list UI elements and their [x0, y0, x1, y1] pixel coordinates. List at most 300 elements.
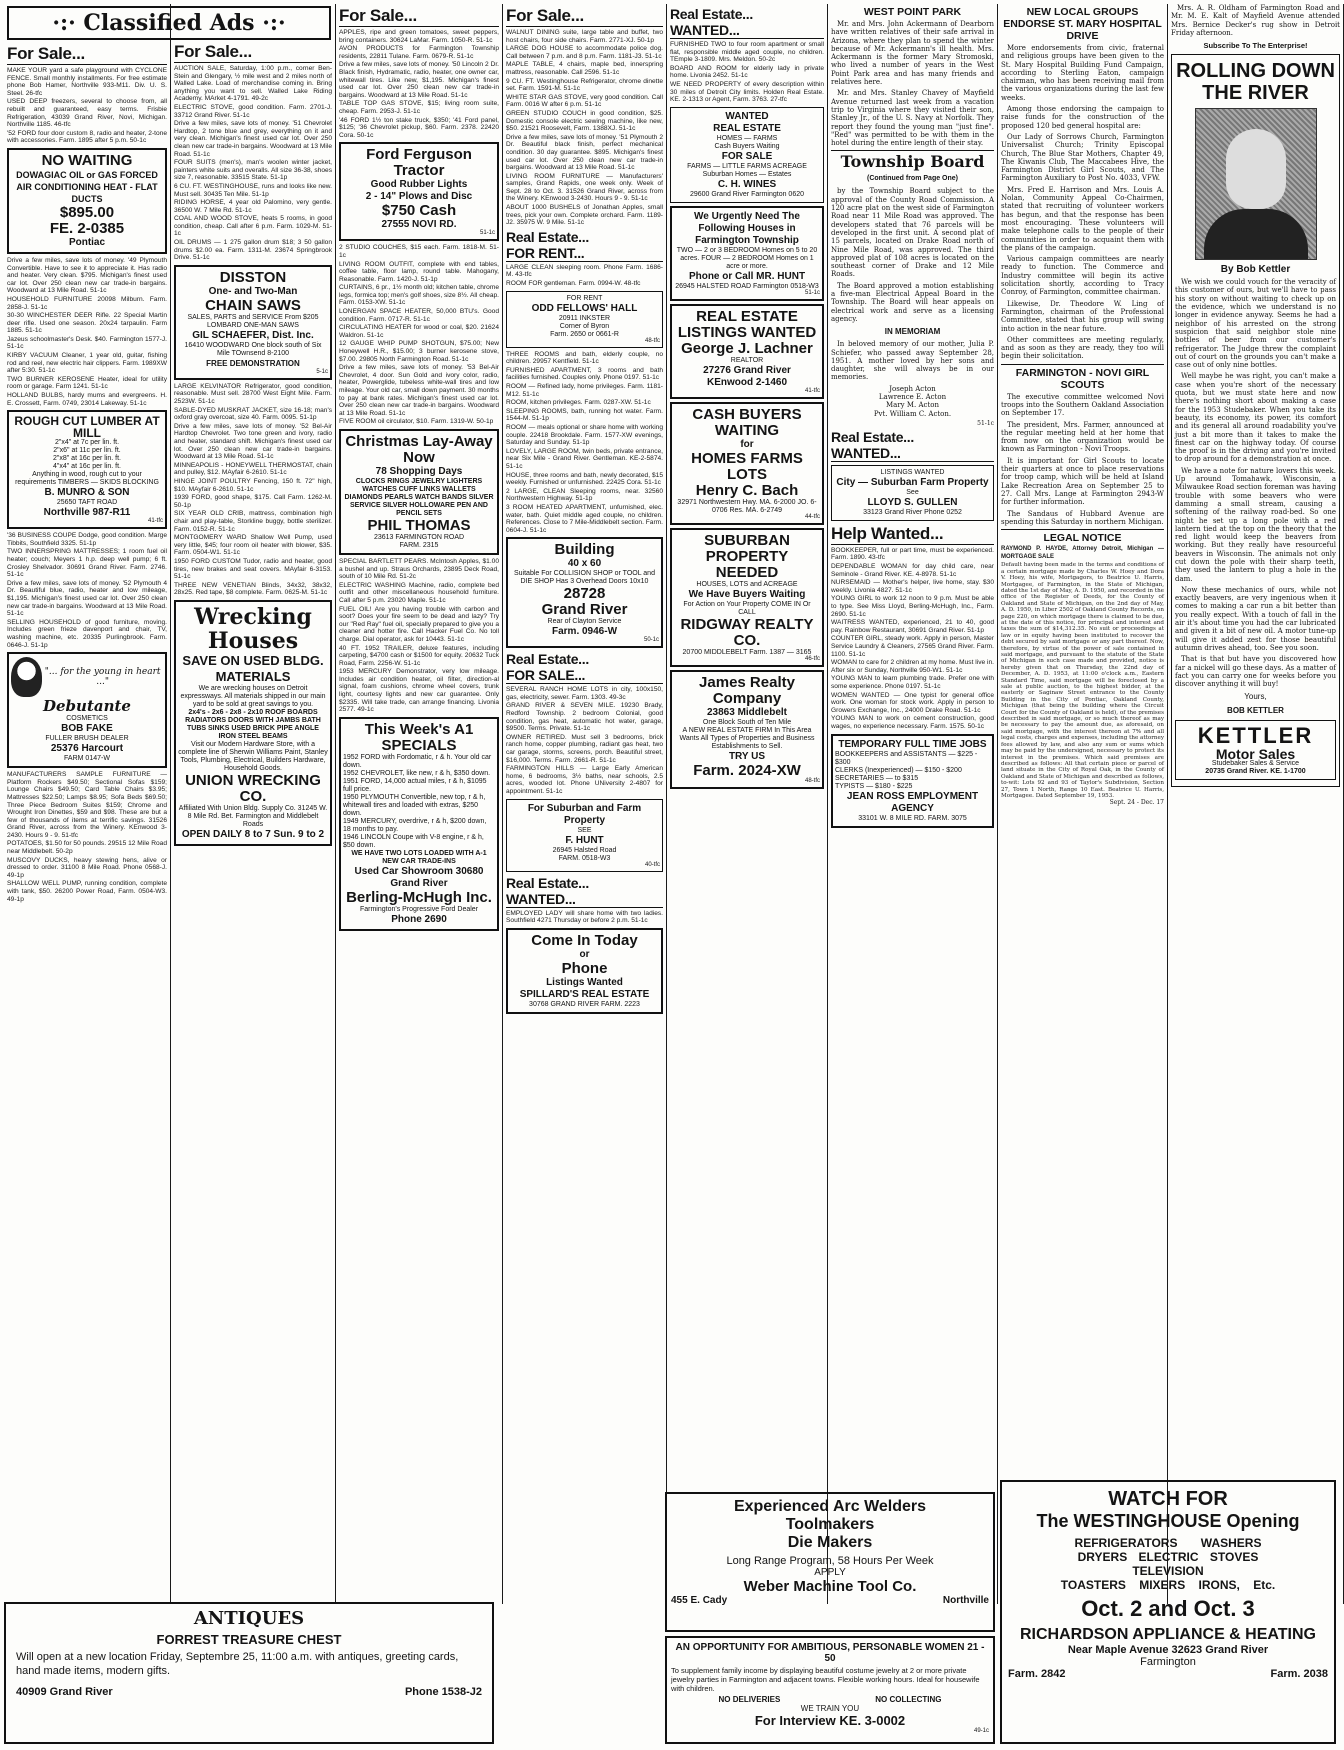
- ad: Jazeus schoolmaster's Desk. $40. Farmington 1577-J. 51-1c: [7, 335, 167, 351]
- ad: SELLING HOUSEHOLD of good furniture, moving. Includes green frieze davenport and chair, TV, washing machine, etc. 20335 Purlingbrook. Farm. 0646-J. 51-1p: [7, 618, 167, 649]
- col1-ads: [7, 67, 167, 145]
- xmas-days: 78 Shopping Days: [375, 465, 463, 477]
- news-paragraph: It is important for Girl Scouts to locate their quarters at once to place reservations for troop camp, which will be held at Island Lake Recreation Area on September 25 to 27. Call Mrs. Lange at Farmington 2943-W for further information.: [1001, 456, 1164, 507]
- ad: OWNER RETIRED. Must sell 3 bedrooms, brick ranch home, copper plumbing, radiant gas heat, two car garage, storms, screens, porch. Beautiful street, $16,000. Terms. Farm. 2661-R. 51-1c: [506, 733, 663, 764]
- temp-bookkeepers: BOOKKEEPERS and ASSISTANTS — $225 - $300: [835, 750, 978, 766]
- fellows-phone: Farm. 2650 or 0661-R: [550, 330, 619, 338]
- ad: LARGE CLEAN sleeping room. Phone Farm. 1686-M. 43-tfc: [506, 263, 663, 279]
- ad: BOARD AND ROOM for elderly lady in private home. Livonia 2452. 51-1c: [670, 64, 824, 80]
- for-rent-header: Real Estate... FOR RENT...: [506, 229, 663, 262]
- temp-typists: TYPISTS — $180 - $225: [835, 782, 913, 790]
- ford-tractor-ad: [339, 142, 499, 241]
- ad: DEPENDABLE WOMAN for day child care, near Seminole - Grand River. KE. 4-8978. 51-1c: [831, 563, 994, 578]
- hunt2-address: 26945 Halsted Road: [552, 846, 617, 854]
- james-phone: Farm. 2024-XW: [693, 761, 801, 779]
- bach-title: CASH BUYERS WAITING: [692, 405, 802, 439]
- column-3: [336, 4, 503, 1604]
- column-4: [503, 4, 667, 1604]
- ad: HINGE JOINT POULTRY Fencing, 150 ft. 72" high, $10. MAyfair 6-2610. 51-1c: [174, 477, 332, 493]
- for-sale-header: For Sale...: [174, 42, 332, 63]
- no-waiting-city: Pontiac: [68, 236, 106, 248]
- ad: HOLLAND BULBS, hardy mums and evergreens. H. E. Crossett, Farm. 0749, 23014 Lakeway. 51-1c: [7, 392, 167, 407]
- news-paragraph: Likewise, Dr. Theodore W. Ling of Farmington, chairman of the Professional Committee, stated that his group will swing into action in the near future.: [1001, 299, 1164, 333]
- ad: WAITRESS WANTED, experienced, 21 to 40, good pay. Rainbow Restaurant, 30691 Grand River. 51-1p: [831, 619, 994, 634]
- ad: HOUSE, three rooms and bath, newly decorated, $15 weekly. Furnished or unfurnished. 22425 Cora. 51-1c: [506, 471, 663, 487]
- antiques-desc: Will open at a new location Friday, Septembre 25, 11:00 a.m. with antiques, greeting cards, hand made items, modern gifts.: [16, 1651, 459, 1677]
- lach-phone: KEnwood 2-1460: [706, 376, 788, 388]
- column-2: [171, 4, 336, 1604]
- hunt-call: Phone or Call MR. HUNT: [688, 270, 806, 282]
- deb-tagline: "... for the young in heart ...": [44, 667, 161, 688]
- column-box: [1171, 54, 1340, 787]
- ad: 30-30 WINCHESTER DEER Rifle. 22 Special Martin deer rifle. Used one season. 20x24 tarpaulin. Farm 1885. 51-1c: [7, 312, 167, 335]
- ad: POTATOES, $1.50 for 50 pounds. 29515 12 Mile Road near Middlebelt. 50-2p: [7, 840, 167, 856]
- news-paragraph: The president, Mrs. Farmer, announced at the regular meeting held at her home that from now on the organization would be known as Farmington - Novi Troops.: [1001, 420, 1164, 454]
- ad-code: 41-tfc: [147, 518, 163, 525]
- no-waiting-title: NO WAITING: [41, 151, 133, 169]
- ad: Drive a few miles, save lots of money. '53 Bel-Air Chevrolet, 4 door. Sun Gold and ivory color, radio, heater, Powerglide, tubeless white-wall tires and low mileage. Your old car, small down payment. 30 months to pay at bank rates. Michigan's finest used car lot. Over 250 clean new car trade-in bargains. Woodward at 13 Mile Road. 51-1c: [339, 364, 499, 417]
- weber-welders: Experienced Arc Welders: [733, 1498, 927, 1515]
- weber-apply: APPLY: [814, 1567, 846, 1578]
- wines-cash: Cash Buyers Waiting: [714, 142, 780, 150]
- ad: THREE NEW VENETIAN Blinds, 34x32, 38x32, 28x25. Red tape, $8 complete. Farm. 0625-M. 51-1c: [174, 581, 332, 597]
- wines-re: REAL ESTATE: [713, 122, 781, 134]
- ad: LIVING ROOM OUTFIT, complete with end tables, coffee table, floor lamp, round table. Mahogany, Reasonable. Farm. 1420-J. 51-1p: [339, 260, 499, 283]
- ad: MAKE YOUR yard a safe playground with CYCLONE FENCE. Small monthly installments. For free estimate phone Bob Hamer, Northville 933-M11. Div. U. S. Steel. 26-tfc: [7, 67, 167, 97]
- ad: SEVERAL RANCH HOME LOTS in city, 100x150, gas, electricity, sewer. Farm. 1303. 49-3c: [506, 686, 663, 701]
- wrecking-desc: We are wrecking houses on Detroit expressways. All materials shipped in our main yard to be sold at great savings to you.: [180, 684, 326, 708]
- disston-dealer: GIL SCHAEFER, Dist. Inc.: [192, 329, 314, 341]
- ad: SPECIAL BARTLETT PEARS. McIntosh Apples, $1.00 a bushel and up. Straus Orchards, 23895 Deck Road, south of 10 Mile Rd. 51-2c: [339, 557, 499, 581]
- ad: WE NEED PROPERTY of every description within 30 miles of Detroit City limits. Holden Real Estate. KE. 2-1313 or Agent, Farm. 3763. 27-tfc: [670, 80, 824, 104]
- lumber-desc: Anything in wood, rough cut to your requirements TIMBERS — SKIDS BLOCKING: [15, 471, 159, 487]
- ford-price: $750 Cash: [381, 202, 457, 220]
- news-paragraph: We have a note for nature lovers this week. Up around Tomahawk, Wisconsin, a Milwaukee Road section foreman was having trouble with some beavers who were damming a small stream, causing a softening of the railway road-bed. So one night he set up a long pole with a red lantern tied at the top on the theory that the red light would keep the beavers from working. But they really have resourceful beavers in Wisconsin. The animals not only cut down the pole with their sharp teeth, they used the lantern to plug a hole in the dam.: [1175, 466, 1336, 583]
- ad: 3 ROOM HEATED APARTMENT, unfurnished, elec. water, bath. Quiet middle aged couple, no children. References. Close to 7 Mile-Middlebelt section. Farm. 0604-J. 51-1c: [506, 503, 663, 534]
- ad-code: 51-1c: [479, 230, 495, 237]
- ad-code: 51-1c: [804, 289, 820, 296]
- news-paragraph: Mr. and Mrs. Stanley Chavey of Mayfield Avenue returned last week from a vacation trip to Virginia where they visited their son, Stanley Jr., of the U. S. Navy at Norfolk. They report they found the young man "just fine". "Red" was permitted to be with them in the hotel during the entire length of their stay.: [831, 89, 994, 148]
- bldg-title: Building: [554, 541, 615, 559]
- ad: 1939 FORD, good shape, $175. Call Farm. 1262-M. 50-1p: [174, 494, 332, 509]
- deb-brand: Debutante: [43, 697, 131, 716]
- lach-realtor: REALTOR: [730, 356, 764, 364]
- news-paragraph: The Board approved a motion establishing a five-man Electrical Appeal Board in the Township. The Board will hear appeals on electrical work and serve as a licensing agency.: [831, 281, 994, 323]
- ridg-buyers: We Have Buyers Waiting: [688, 588, 806, 600]
- west-city: Farmington: [1140, 1656, 1196, 1668]
- ad: FUEL OIL! Are you having trouble with carbon and soot? Does your fire seem to be dead and lazy? Try our "Red Ray" fuel oil, specially prepared to give you a cleaner and hotter fire. Call Hacker Fuel Co. No toll charge. Dial operator, ask for 10443. 51-1c: [339, 605, 499, 643]
- gullen-see: See: [906, 488, 919, 496]
- temp-clerks: CLERKS (Inexperienced) — $150 - $200: [835, 766, 962, 774]
- a1-tagline: Farmington's Progressive Ford Dealer: [359, 905, 479, 913]
- ambitious-women-ad: [665, 1636, 995, 1744]
- james-address: 23863 Middlebelt: [706, 706, 788, 718]
- disston-sub: One- and Two-Man: [208, 285, 298, 297]
- hunt-list: TWO — 2 or 3 BEDROOM Homes on 5 to 20 acres. FOUR — 2 BEDROOM Homes on 1 acre or more.: [676, 246, 818, 270]
- re-wanted-header: Real Estate... WANTED...: [670, 6, 824, 39]
- lumber-ad: [7, 410, 167, 529]
- disston-ad: [174, 265, 332, 380]
- masthead-title: ·:· Classified Ads ·:·: [52, 10, 286, 36]
- ad: LARGE KELVINATOR Refrigerator, good condition, reasonable. Must sell. 28700 West Eight Mile. Farm. 2523W. 51-1c: [174, 382, 332, 406]
- ambit-no-collecting: NO COLLECTING: [875, 1695, 942, 1704]
- fellows-corner: Corner of Byron: [559, 322, 610, 330]
- disston-product: CHAIN SAWS: [205, 296, 301, 314]
- news-paragraph: Now these mechanics of ours, while not exactly beavers, are very ingenious when it comes to making a car run a bit better than you really expect. With a touch of fall in the air it's about time you had the car lubricated and given it a bit of new oil. A motor tune-up will give it added zest for those beautiful autumn drives ahead, too. See you soon.: [1175, 585, 1336, 652]
- ad: MAPLE TABLE, 4 chairs, maple bed, innerspring mattress, reasonable. Call 2596. 51-1c: [506, 61, 663, 76]
- ad: 6 CU. FT. WESTINGHOUSE, runs and looks like new. Must sell. 30435 Ten Mile. 51-1p: [174, 182, 332, 198]
- ad: MANUFACTURERS SAMPLE FURNITURE — Platform Rockers $49.50; Sectional Sofas $159; Lounge Chairs $49.50; Card Table Chairs $3.95; Mattresses $22.50; Lamps $8.95; Sofa Beds $69.50; Three Piece Bedroom Suites $159; Chrome and Wrought Iron Dinettes, $59 and $98. These are but a few of thousands of items at terrific savings. 31526 Grand River, across from the Winery. KEnwood 3-2430. Hours 9 - 9. 51-tfc: [7, 771, 167, 839]
- ad: ROOM FOR gentleman. Farm. 0994-W. 48-tfc: [506, 280, 641, 288]
- lach-name: George J. Lachner: [681, 339, 813, 357]
- ad: 1950 FORD CUSTOM Tudor, radio and heater, good tires, new brakes and seat covers. MAyfair 6-3153. 51-1c: [174, 557, 332, 581]
- ad: FURNISHED TWO to four room apartment or small flat, responsible middle aged couple, no children. TEmple 3-1809. Mrs. Meldon. 50-2c: [670, 41, 824, 64]
- hunt-farm-ad: [506, 799, 663, 872]
- no-waiting-body: DOWAGIAC OIL or GAS FORCED AIR CONDITIONING HEAT - FLAT DUCTS: [16, 169, 158, 204]
- ad: FARMINGTON HILLS — Large Early American home, 6 bedrooms, 3½ baths, near schools, 2.5 acres, wooded lot. Phone UNiversity 2-4807 for appointment. 51-1c: [506, 765, 663, 795]
- ad: FOUR SUITS (men's), man's woolen winter jacket, painters white suits and overalls. All size 36-38, shoes size 7, reasonable. 33515 State. 51-1p: [174, 159, 332, 182]
- ad: COAL AND WOOD STOVE, heats 5 rooms, in good condition, cheap. Call after 6 p.m. Farm. 1029-M. 51-1c: [174, 215, 332, 238]
- xmas-phone: FARM. 2315: [399, 541, 439, 549]
- ad: 40 FT. 1952 TRAILER, deluxe features, including carpeting, $4700 cash or $1500 for equity. 20632 Tuck Road, Farm. 2256-W. 51-1c: [339, 644, 499, 667]
- spill-phone-word: Phone: [561, 959, 608, 977]
- bldg-street: Grand River: [541, 601, 628, 619]
- wrecking-items: 2x4's - 2x6 - 2x8 - 2x10 ROOF BOARDS RADIATORS DOORS WITH JAMBS BATH TUBS SINKS USED BRICK PIPE ANGLE IRON STEEL BEAMS: [185, 708, 321, 740]
- girl-scouts-headline: FARMINGTON - NOVI GIRL SCOUTS: [1015, 366, 1150, 391]
- ad: MUSCOVY DUCKS, heavy stewing hens, alive or dressed to order. 31100 8 Mile Road. Phone 0568-J. 49-1p: [7, 856, 167, 879]
- news-paragraph: That is that but have you discovered how far a nickel will go these days. As a matter of fact you can carry one for weeks before you discover anything it will buy!: [1175, 655, 1336, 689]
- antiques-subtitle: FORREST TREASURE CHEST: [156, 1632, 342, 1647]
- wrecking-sub: SAVE ON USED BLDG. MATERIALS: [182, 652, 324, 684]
- legal-dates: Sept. 24 - Dec. 17: [1109, 799, 1164, 807]
- james-realty-ad: [670, 670, 824, 789]
- column-5: [667, 4, 828, 1604]
- james-new: A NEW REAL ESTATE FIRM In This Area: [682, 726, 812, 734]
- ad: YOUNG MAN to work on cement construction, good wages, no experience necessary. Farm. 1575. 50-1c: [831, 715, 994, 730]
- james-wants: Wants All Types of Properties and Business Establishments to Sell.: [679, 734, 815, 750]
- hunt2-name: F. HUNT: [565, 834, 604, 846]
- ad: SHALLOW WELL PUMP, running condition, complete with tank, $50. 26200 Power Road, Farm. 0504-W3. 49-1p: [7, 880, 167, 903]
- news-paragraph: More endorsements from civic, fraternal and religious groups have been given to the St. Mary Hospital Building Fund Campaign, according to Sterling Eaton, campaign chairman, who has been receiving mail from the various organizations during the last few weeks.: [1001, 44, 1164, 102]
- ad: FURNISHED APARTMENT, 3 rooms and bath facilities furnished. Couples only. Phone 0197. 51-1c: [506, 366, 663, 382]
- kettler-name: KETTLER: [1197, 723, 1314, 749]
- lach-address: 27276 Grand River: [703, 364, 791, 376]
- news-paragraph: Among those endorsing the campaign to raise funds for the construction of the proposed 120 bed general hospital are:: [1001, 105, 1164, 130]
- wines-wanted: WANTED: [725, 110, 769, 122]
- rolling-byline: By Bob Kettler: [1220, 264, 1291, 276]
- wines-name: C. H. WINES: [717, 178, 777, 190]
- ad: Drive a few miles, save lots of money. '50 Lincoln 2 Dr. Black finish, Hydramatic, radio, heater, one owner car, whitewall tires. Like new, $1,195. Michigan's finest used car lot. Over 250 clean new car trade-in bargains. Woodward at 13 Mile Road. 51-1c: [339, 61, 499, 99]
- ad: APPLES, ripe and green tomatoes, sweet peppers, bring containers. 30624 LaMar. Farm. 1050-R. 51-1c: [339, 29, 499, 44]
- ridg-address: 20700 MIDDLEBELT Farm. 1387 — 3165: [682, 648, 812, 656]
- lumber-title: ROUGH CUT LUMBER AT MILL: [14, 414, 160, 441]
- debutante-ad: [7, 652, 167, 768]
- lachner-ad: [670, 304, 824, 399]
- divider: [831, 150, 994, 151]
- a1-list: 1952 FORD with Fordomatic, r & h. Your old car down. 1952 CHEVROLET, like new, r & h, $350 down. 1951 FORD, 14,000 actual miles, r & h, $1095 full price. 1950 PLYMOUTH Convertible, new top, r & h, whitewall tires and loaded with extras, $250 down. 1949 MERCURY, overdrive, r & h, $200 down, 18 months to pay. 1946 LINCOLN Coupe with V-8 engine, r & h, $50 down.: [343, 753, 492, 849]
- ad: ELECTRIC WASHING Machine, radio, complete bed outfit and other miscellaneous household furniture. Call after 5 p.m. 23020 Maple. 51-1c: [339, 581, 499, 604]
- xmas-items: CLOCKS RINGS JEWELRY LIGHTERS WATCHES CUFF LINKS WALLETS DIAMONDS PEARLS WATCH BANDS SILVER SERVICE SILVER HOLLOWARE PEN AND PENCIL SETS: [344, 477, 494, 517]
- ad-code: 48-tfc: [644, 337, 660, 344]
- kettler-logo: [1175, 720, 1336, 780]
- xmas-store: PHIL THOMAS: [367, 516, 471, 534]
- temp-title: TEMPORARY FULL TIME JOBS: [838, 738, 987, 750]
- legal-top: RAYMOND P. HAYDE, Attorney Detroit, Michigan — MORTGAGE SALE: [1001, 546, 1164, 560]
- sign-name: BOB KETTLER: [1227, 706, 1284, 716]
- rolling-title: ROLLING DOWN THE RIVER: [1176, 60, 1335, 105]
- ad: 9 CU. FT. Westinghouse Refrigerator, chrome dinette set. Farm. 1591-M. 51-1c: [506, 77, 663, 93]
- author-photo: [1195, 108, 1317, 260]
- ford-plows: 2 - 14" Plows and Disc: [365, 191, 473, 203]
- kettler-address: 20735 Grand River. KE. 1-1700: [1205, 768, 1306, 776]
- hunt2-phone: FARM. 0518-W3: [558, 854, 611, 862]
- wines-farms: FARMS — LITTLE FARMS ACREAGE: [687, 162, 807, 170]
- ford-rubber: Good Rubber Lights: [370, 179, 468, 191]
- ad-code: 41-tfc: [804, 387, 820, 394]
- lumber-prices: 2"x4" at 7c per lin. ft. 2"x6" at 11c per lin. ft. 2"x8" at 16c per lin. ft. 4"x4" at 16c per lin. ft.: [52, 439, 121, 471]
- ad: 12 GAUGE WHIP PUMP SHOTGUN, $75.00; New Honeywell H.R., $15.00; 3 burner kerosene stove, $7.00. 29805 North Farmington Road. 51-1c: [339, 340, 499, 363]
- ad-code: 48-tfc: [804, 777, 820, 784]
- spill-or: or: [579, 948, 590, 960]
- a1-title: This Week's A1 SPECIALS: [364, 720, 474, 754]
- wines-address: 29600 Grand River Farmington 0620: [689, 190, 804, 198]
- building-ad: [506, 537, 663, 648]
- bach-ad: [670, 402, 824, 525]
- ad: WALNUT DINING suite, large table and buffet, two host chairs, four side chairs. Farm. 2771-XJ. 50-1p: [506, 29, 663, 44]
- a1-phone: Phone 2690: [391, 913, 447, 925]
- ad: TWO BURNER KEROSENE Heater, ideal for utility room or garage. Farm 1241. 51-1c: [7, 375, 167, 391]
- hunt-title: We Urgently Need The Following Houses in Farmington Township: [694, 210, 800, 246]
- township-headline: Township Board: [840, 152, 985, 172]
- bldg-phone: Farm. 0946-W: [551, 626, 618, 638]
- weber-city: Northville: [942, 1595, 989, 1606]
- ad: Drive a few miles, save lots of money. '52 Bel-Air Hardtop Chevrolet. Two tone green and ivory, radio and heater, standard shift. Michigan's finest used car lot. Over 250 clean new car trade-in bargains. Woodward at 13 Mile Road. 51-1c: [174, 422, 332, 461]
- news-paragraph: The executive committee welcomed Novi troops into the Southern Oakland Association on September 17.: [1001, 392, 1164, 418]
- ford-address: 27555 NOVI RD.: [381, 219, 457, 231]
- ad: WOMEN WANTED — One typist for general office work. One woman for stock work. Apply in person to Growers Exchange, Inc., 24000 Drake Road. 51-1c: [831, 691, 994, 714]
- west-point-headline: WEST POINT PARK: [863, 6, 962, 18]
- deb-phone: FARM 0147-W: [64, 755, 110, 763]
- a1-specials-ad: [339, 717, 499, 931]
- ambit-train: WE TRAIN YOU: [800, 1704, 860, 1713]
- ad: CIRCULATING HEATER for wood or coal, $20. 21624 Waldron. 51-1c: [339, 324, 499, 339]
- memoriam-signatures: Joseph Acton Lawrence E. Acton Mary M. Acton Pvt. William C. Acton.: [873, 384, 952, 418]
- wrecking-ad: [174, 600, 332, 846]
- ridg-action: For Action on Your Property COME IN Or CALL: [683, 600, 811, 616]
- ad: KIRBY VACUUM Cleaner, 1 year old, guitar, fishing rod and reel, new electric hair clippers. Farm. 1989XW after 5:30. 51-1c: [7, 352, 167, 375]
- wines-ad: [670, 107, 824, 203]
- james-title: James Realty Company: [699, 673, 795, 707]
- ad: ROOM — Refined lady, home privileges. Farm. 1181-M12. 51-1c: [506, 383, 663, 398]
- antiques-ad: [4, 1602, 494, 1744]
- ad: Drive a few miles, save lots of money. '52 Plymouth 4 Dr. Beautiful blue, radio, heater and low mileage, $1,195. Michigan's finest used car lot. Over 250 clean new car trade-in bargains. Woodward at 13 Mile Road. 51-1c: [7, 579, 167, 618]
- west-line2: DRYERS ELECTRIC STOVES: [1077, 1550, 1259, 1564]
- for-sale-header: For Sale...: [7, 44, 167, 65]
- gullen-types: City — Suburban Farm Property: [836, 476, 989, 488]
- weber-company: Weber Machine Tool Co.: [743, 1578, 917, 1595]
- hospital-headline: NEW LOCAL GROUPS ENDORSE ST. MARY HOSPITAL DRIVE: [1003, 6, 1162, 42]
- divider: [1001, 364, 1164, 365]
- temp-address: 33101 W. 8 MILE RD. FARM. 3075: [858, 814, 967, 822]
- temp-agency: JEAN ROSS EMPLOYMENT AGENCY: [846, 790, 979, 814]
- a1-lots: WE HAVE TWO LOTS LOADED WITH A-1 NEW CAR TRADE-INS: [351, 849, 487, 865]
- ad: LONERGAN SPACE HEATER, 50,000 BTU's. Good condition. Farm. 0717-R. 51-1c: [339, 308, 499, 323]
- bldg-number: 28728: [563, 585, 606, 603]
- lach-title: REAL ESTATE LISTINGS WANTED: [677, 307, 817, 341]
- deb-name: BOB FAKE: [61, 723, 113, 735]
- weber-program: Long Range Program, 58 Hours Per Week: [726, 1555, 934, 1567]
- ad: HOUSEHOLD FURNITURE 20098 Milburn. Farm. 2858-J. 51-1c: [7, 295, 167, 311]
- kettler-studebaker: Studebaker Sales & Service: [1211, 760, 1300, 768]
- ad: SLEEPING ROOMS, bath, running hot water. Farm. 1544-M. 51-1p: [506, 407, 663, 423]
- gullen-name: LLOYD S. GULLEN: [867, 496, 958, 508]
- divider: [1001, 529, 1164, 530]
- west-phone2: Farm. 2038: [1270, 1668, 1328, 1680]
- fellows-title: ODD FELLOWS' HALL: [531, 302, 638, 314]
- jean-ross-ad: [831, 734, 994, 828]
- temp-secretaries: SECRETARIES — to $315: [835, 774, 919, 782]
- ad: TWO INNERSPRING MATTRESSES; 1 room fuel oil heater; couch; Meyers 1 h.p. deep well pump; 6 ft. Crosley Shelvador. 30691 Grand River. Farm. 2746. 51-1c: [7, 548, 167, 579]
- james-try: TRY US: [728, 750, 766, 762]
- ad: CURTAINS, 6 pr., 1½ month old; kitchen table, chrome legs, formica top; men's golf shoes, size 8½. All cheap. Farm. 0153-XW. 51-1c: [339, 284, 499, 307]
- ad: AVON PRODUCTS for Farmington Township residents, 22811 Tulane. Farm. 0679-R. 51-1c: [339, 45, 499, 60]
- ad: 1953 MERCURY Demonstrator, very low mileage. Includes air condition heater, oil filter, direction-al signal, foam cushions, chrome wheel covers, trunk light, courtesy lights and new car guarantee. Only $2335. Will take trade, can arrange financing. Livonia 2577. 49-1c: [339, 668, 499, 714]
- ad: ROOM — meals optional or share home with working couple. 22418 Brookdale. Farm. 1577-XW evenings, Saturday and Sunday. 51-1p: [506, 423, 663, 447]
- ad: Drive a few miles, save lots of money. '51 Plymouth 2 Dr. Beautiful black finish, perfect mechanical condition. 30 day guarantee. $895. Michigan's finest used car lot. Over 250 clean new car trade-in bargains. Woodward at 13 Mile Road. 51-1c: [506, 133, 663, 172]
- west-company: RICHARDSON APPLIANCE & HEATING: [1019, 1626, 1316, 1643]
- westinghouse-ad: [1000, 1480, 1336, 1744]
- deb-address: 25376 Harcourt: [50, 743, 124, 755]
- a1-showroom: Used Car Showroom 30680 Grand River: [354, 865, 484, 889]
- township-sub: (Continued from Page One): [867, 175, 958, 183]
- column-6: [828, 4, 998, 1604]
- re-for-sale-header: Real Estate... FOR SALE...: [506, 651, 663, 684]
- news-paragraph: Well maybe he was right, you can't make a case when you're short of the necessary quota, but we must state here and now there's nothing short about making a case for the 1953 Studebaker. When you take its beauty, its economy, its power, its comfort and its general all around roadability you've just a bit more than it takes to make the finest car on the highway today. Of course the proof is in the driving and you're invited to drop around for a demonstration at once.: [1175, 372, 1336, 464]
- news-paragraph: Various campaign committees are nearly ready to function. The Commerce and Industry committee will begin its active solicitation shortly, according to Tracy Conroy, of Farmington, committee chairman.: [1001, 255, 1164, 297]
- legal-body: Default having been made in the terms and conditions of a certain mortgage made by Charles W. Hoey and Dora V. Hoey, his wife, Mortgagors, to Beatrice U. Harris, Mortgagee, of Farmington, in the State of Michigan, dated the 1st day of May, A. D. 1950, and recorded in the office of the Register of Deeds, for the County of Oakland and State of Michigan, on the 2nd day of May, A. D. 1950, in Liber 2502 of Oakland County Records, on page 220, on which mortgage there is claimed to be due, at the date of this notice, for principal and interest and taxes the sum of $14,312.35. No suit or proceedings at law or in equity having been instituted to recover the debt secured by said mortgage or any part thereof. Now, therefore, by virtue of the power of sale contained in said mortgage, and pursuant to the statute of the State of Michigan in such case made and provided, notice is hereby given that on Thursday, the 22nd day of December, A. D. 1953, at 11:00 o'clock a.m., Eastern Standard Time, said mortgage will be foreclosed by a sale at public auction, to the highest bidder, at the easterly or Saginaw Street entrance to the County Building in the City of Pontiac, Oakland County, Michigan (that being the building where the Circuit Court for the County of Oakland is held), of the premises described in said mortgage, or so much thereof as may be necessary to pay the amount due, as aforesaid, on said mortgage, with the interest thereon at 7% and all legal costs, charges and expenses, including the attorney fees allowed by law, and also any sum or sums which may be paid by the undersigned, necessary to protect its interest in the premises. Which said premises are described as follows: All that certain piece or parcel of land situate in the City of Royal Oak, in the County of Oakland and State of Michigan and described as follows, to-wit: Lots 92 and 93 of Taylor's Subdivision, Section 27, Town 1 North, Range 10 East. Beatrice U. Harris, Mortgagee. Dated September 19, 1953.: [1001, 562, 1164, 799]
- weber-toolmakers: Toolmakers: [785, 1516, 875, 1533]
- ambit-interview: For Interview KE. 3-0002: [754, 1713, 906, 1728]
- bach-types: HOMES FARMS LOTS: [691, 449, 803, 483]
- spill-company: SPILLARD'S REAL ESTATE: [519, 988, 650, 1000]
- wines-homes: HOMES — FARMS: [716, 134, 778, 142]
- ad: BOOKKEEPER, full or part time, must be experienced. Farm. 1890. 43-tfc: [831, 546, 994, 562]
- xmas-address: 23613 FARMINGTON ROAD: [373, 533, 465, 541]
- disston-lombard: LOMBARD ONE-MAN SAWS: [207, 321, 299, 329]
- ad: '46 FORD 1½ ton stake truck, $350; '41 Ford panel, $125; '36 Chevrolet pickup, $60. Farm. 2378. 22420 Cora. 50-1c: [339, 116, 499, 139]
- bldg-size: 40 x 60: [567, 558, 602, 570]
- wrecking-store: Visit our Modern Hardware Store, with a complete line of Sherwin Williams Paint, Stanley Tools, Plumbing, Electrical, Builders Hardware, Household Goods.: [178, 740, 328, 772]
- ridg-company: RIDGWAY REALTY CO.: [680, 615, 814, 649]
- james-block: One Block South of Ten Mile: [702, 718, 792, 726]
- ad: GREEN STUDIO COUCH in good condition, $25. Domestic console electric sewing machine, like new, $50. 21521 Roosevelt, Farm. 1388XJ. 51-1c: [506, 109, 663, 133]
- ad: YOUNG MAN to learn plumbing trade. Prefer one with some experience. Phone 0197. 51-1c: [831, 675, 994, 690]
- ad: Drive a few miles, save lots of money. '49 Plymouth Convertible. Have to see it to appreciate it. Has radio and heater. Very clean. $795. Michigan's finest used car lot. Over 250 clean new car trade-in bargains. Woodward at 13 Mile Road. 51-1c: [7, 256, 167, 295]
- xmas-title: Christmas Lay-Away Now: [345, 432, 493, 466]
- subscribe-line: Subscribe To The Enterprise!: [1203, 41, 1308, 51]
- ambit-code: 49-1c: [973, 1728, 989, 1734]
- re-wanted-header: Real Estate... WANTED...: [506, 875, 663, 908]
- ad-code: 44-tfc: [804, 513, 820, 520]
- bach-name: Henry C. Bach: [695, 481, 799, 499]
- ad: THREE ROOMS and bath, elderly couple, no children. 29957 Kentfield. 51-1c: [506, 350, 663, 366]
- ad: SIX YEAR OLD CRIB, mattress, combination high chair and play-table, Storkline buggy, bottle sterilizer. Farm. 0152-R. 51-1c: [174, 510, 332, 533]
- ad: ELECTRIC STOVE, good condition. Farm. 2701-J. 33712 Grand River. 51-1c: [174, 103, 332, 119]
- ad: LARGE DOG HOUSE to accommodate police dog. Call between 7 p.m. and 8 p.m. Farm. 1181-J3. 51-1c: [506, 45, 663, 60]
- news-paragraph: Our Lady of Sorrows Church, Farmington Universalist Church; Trinity Episcopal Church, The Blue Star Mothers, Chapter 49, The Kiwanis Club, The Maccabees Hive, the Farmington District Girl Scouts, and The Farmington Auxiliary to Post No. 4033, VFW.: [1001, 132, 1164, 183]
- column-7: [998, 4, 1168, 1604]
- west-opening: The WESTINGHOUSE Opening: [1036, 1511, 1300, 1531]
- news-paragraph: Mrs. Fred E. Harrison and Mrs. Louis A. Nolan, Community Appeal Co-Chairmen, stated that recruiting of volunteer workers has begun, and that the response has been most encouraging. These volunteers will make telephone calls to the people of their communities in order to acquaint them with the plans of the campaign.: [1001, 185, 1164, 252]
- lumber-phone: Northville 987-R11: [43, 507, 131, 519]
- ambit-no-deliveries: NO DELIVERIES: [718, 1695, 781, 1704]
- weber-ad: [665, 1492, 995, 1632]
- lumber-company: B. MUNRO & SON: [44, 487, 130, 499]
- ad: YOUNG GIRL to work 12 noon to 9 p.m. Must be able to type. See Miss Lloyd, Berling-McHugh, Inc., Farm. 2690. 51-1c: [831, 595, 994, 618]
- wines-for-sale: FOR SALE: [721, 150, 773, 162]
- spillard-ad: [506, 928, 663, 1014]
- no-waiting-phone: FE. 2-0385: [49, 219, 125, 237]
- west-dates: Oct. 2 and Oct. 3: [1081, 1596, 1255, 1621]
- ad: FIVE ROOM oil circulator, $10. Farm. 1319-W. 50-1p: [339, 418, 494, 426]
- west-line1: REFRIGERATORS WASHERS: [1074, 1536, 1262, 1550]
- hunt2-title: For Suburban and Farm Property: [527, 802, 642, 826]
- ad: MONTGOMERY WARD Shallow Well Pump, used very little, $45; four room oil heater with blower, $35. Farm. 0504-W1. 51-1c: [174, 534, 332, 557]
- odd-fellows-ad: [506, 291, 663, 348]
- west-line4: TOASTERS MIXERS IRONS, Etc.: [1060, 1578, 1276, 1592]
- ad: OIL DRUMS — 1 275 gallon drum $18; 3 50 gallon drums $2.00 ea. Farm. 1311-M. 23674 Springbrook Drive. 51-1c: [174, 239, 332, 262]
- no-waiting-ad: [7, 148, 167, 254]
- wrecking-title: Wrecking Houses: [194, 603, 312, 654]
- gullen-ad: [831, 465, 994, 521]
- ad: LOVELY, LARGE ROOM, twin beds, private entrance, near Six Mile - Grand River. Gentleman. KE-2-5874. 51-1c: [506, 447, 663, 470]
- fellows-address: 20911 INKSTER: [558, 314, 611, 322]
- ridg-types: HOUSES, LOTS and ACREAGE: [696, 580, 798, 588]
- hunt-address: 26945 HALSTED ROAD Farmington 0518-W3: [675, 282, 819, 290]
- legal-notice-headline: LEGAL NOTICE: [1043, 532, 1122, 545]
- ad: TABLE TOP GAS STOVE, $15; living room suite, cheap. Farm. 2953-J. 51-1c: [339, 100, 499, 115]
- deb-title: FULLER BRUSH DEALER: [45, 735, 129, 743]
- ad: AUCTION SALE, Saturday, 1:00 p.m., corner Ben-Stein and Glengary, ½ mile west and 2 miles north of Walled Lake. Load of merchandise coming in. Bring anything you want to sell. Walled Lake Riding Academy. MArket 4-1791. 49-2c: [174, 65, 332, 103]
- west-phone1: Farm. 2842: [1008, 1668, 1066, 1680]
- for-sale-header: For Sale...: [339, 6, 499, 27]
- ad-code: 46-tfc: [804, 655, 820, 662]
- spill-address: 30768 GRAND RIVER FARM. 2223: [529, 1000, 640, 1008]
- antiques-title: ANTIQUES: [193, 1608, 305, 1629]
- ad-code: 50-1c: [643, 637, 659, 644]
- ford-title: Ford Ferguson Tractor: [366, 146, 472, 180]
- lady-figure-icon: [11, 657, 42, 697]
- ad: MINNEAPOLIS - HONEYWELL THERMOSTAT, chain and pulley, $12. MAyfair 6-2610. 51-1c: [174, 461, 332, 477]
- ad: '36 BUSINESS COUPE Dodge, good condition. Marge Tibbits, Southfield 3325. 51-1p: [7, 532, 167, 547]
- ridg-title: SUBURBAN PROPERTY NEEDED: [704, 531, 790, 581]
- weber-diemakers: Die Makers: [787, 1534, 873, 1551]
- bach-address: 32971 Northwestern Hwy. MA. 6-2000 JO. 6-0706 Res. MA. 6-2749: [677, 498, 817, 514]
- hunt2-see: SEE: [577, 826, 592, 834]
- ad: USED DEEP freezers, several to choose from, all rebuilt and guaranteed, easy terms. Frisbie Refrigeration, 43039 Grand River, Novi, Michigan. Northville 1185. 46-tfc: [7, 98, 167, 129]
- help-wanted-header: Help Wanted...: [831, 524, 994, 545]
- spill-listings: Listings Wanted: [546, 976, 623, 988]
- column-8: [1168, 4, 1344, 1604]
- ad: ABOUT 1000 BUSHELS of Jonathan Apples, small trees, pick your own. Complete orchard. Farm. 1189-J2. 35975 W. 9 Mile. 51-1c: [506, 204, 663, 227]
- news-paragraph: Other committees are meeting regularly, and as soon as they are ready, they too will begin their solicitation.: [1001, 335, 1164, 361]
- wines-suburban: Suburban Homes — Estates: [702, 170, 792, 178]
- news-paragraph: Mr. and Mrs. John Ackermann of Dearborn have written relatives of their safe arrival in Arizona, where they plan to spend the winter because of Mr. Ackermann's ill health. Mrs. Ackermann is the former Mary Stromoski, who lived a number of years in the West Point Park area and has many friends and relatives here.: [831, 20, 994, 87]
- kettler-motor: Motor Sales: [1215, 746, 1296, 763]
- ad: LIVING ROOM FURNITURE — Manufacturers' samples, Grand Rapids, one week only. Week of Sept. 28 to Oct. 3. 31526 Grand River, across from the Winery. KEnwood 3-2430. Hours 9 - 9. 51-1c: [506, 172, 663, 203]
- re-wanted-header: Real Estate... WANTED...: [831, 429, 994, 462]
- ad: GRAND RIVER & SEVEN MILE. 19230 Brady, Redford Township. 2 bedroom Colonial, good condition, gas heat, automatic hot water, garage, $9500. Terms. Private. 51-1c: [506, 702, 663, 733]
